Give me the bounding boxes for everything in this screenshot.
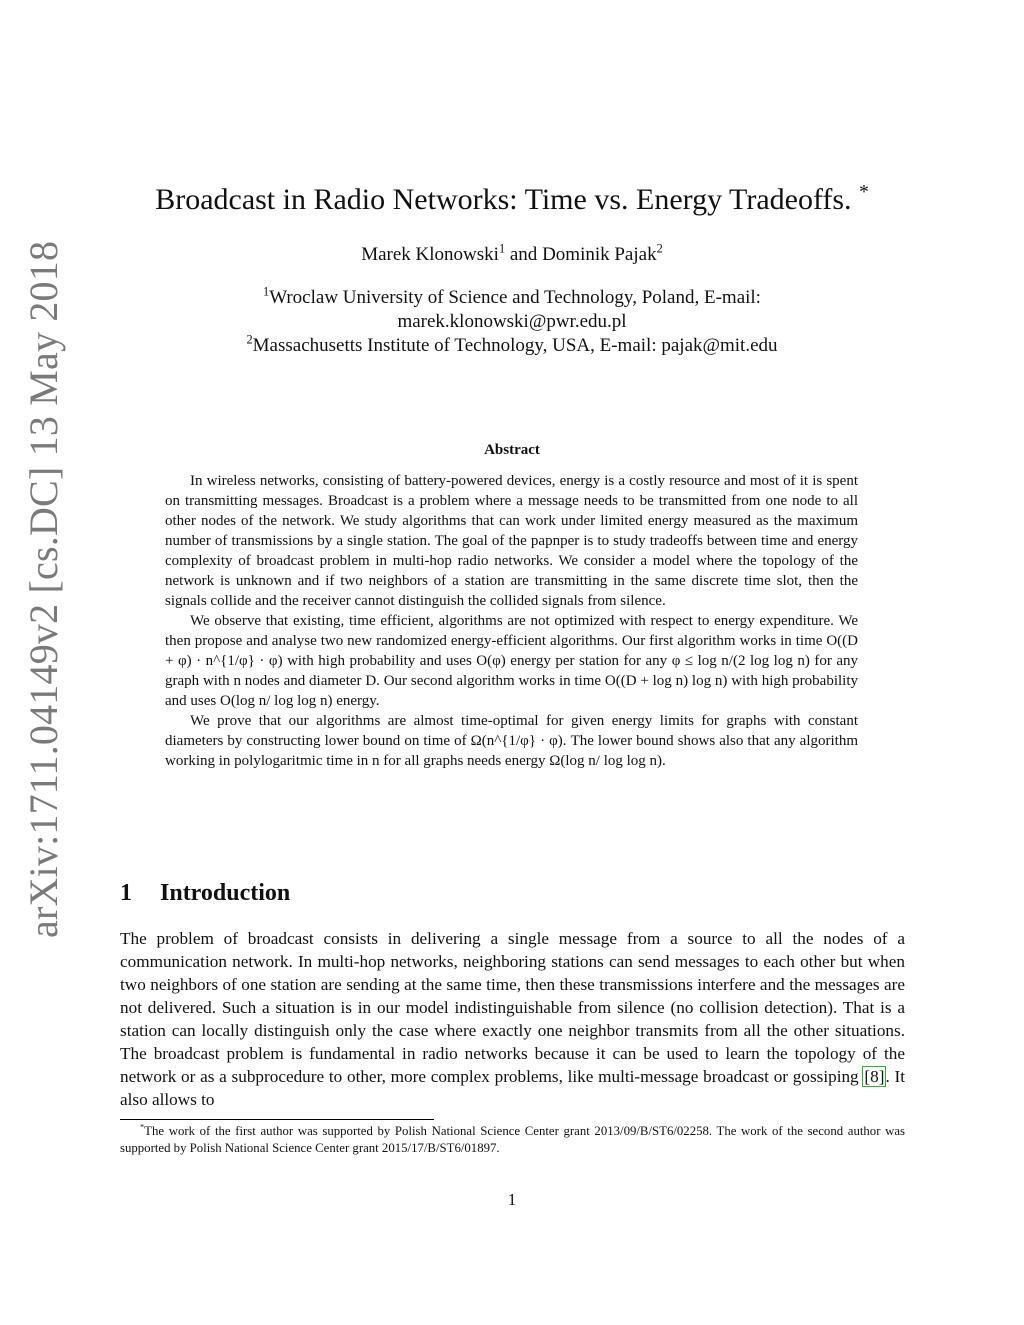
footnote-mark: * [140,1122,145,1132]
section-number: 1 [120,880,132,906]
author-name: Dominik Pajak [542,244,657,265]
abstract-paragraph: We observe that existing, time efficient, algorithms are not optimized with respect to energy expenditure. We then propose and analyse two new randomized energy-efficient algorithms. Our first algorithm works in time O((D + φ) · n^{1/φ} · φ) with high probability and uses O(φ) energy per station for any φ ≤ log n/(2 log log n) for any graph with n nodes and diameter D. Our second algorithm works in time O((D + log n) log n) with high probability and uses O(log n/ log log n) energy. [165,613,858,709]
abstract-body [165,471,858,771]
abstract-paragraph: We prove that our algorithms are almost time-optimal for given energy limits for graphs with constant diameters by constructing lower bound on time of Ω(n^{1/φ} · φ). The lower bound shows also that any algorithm working in polylogaritmic time in n for all graphs needs energy Ω(log n/ log log n). [165,713,858,769]
author-conjunction: and [509,244,538,265]
section-heading [120,880,290,907]
author-list [120,241,904,266]
author-affil-mark: 1 [498,241,506,256]
abstract-paragraph: In wireless networks, consisting of battery-powered devices, energy is a costly resource and most of it is spent on transmitting messages. Broadcast is a problem where a message needs to be transmitted from one node to all other nodes of the network. We study algorithms that can work under limited energy measured as the maximum number of transmissions by a single station. The goal of the papnper is to study tradeoffs between time and energy complexity of broadcast problem in multi-hop radio networks. We consider a model where the topology of the network is unknown and if two neighbors of a station are transmitting in the same discrete time slot, then the signals collide and the receiver cannot distinguish the collided signals from silence. [165,473,858,609]
title-footnote-mark: * [859,182,869,203]
abstract-heading: Abstract [484,442,540,458]
introduction-body [120,927,905,1111]
section-title: Introduction [160,880,291,906]
affiliations [120,286,904,358]
affil-mark: 2 [246,332,253,347]
author-name: Marek Klonowski [361,244,499,265]
paper-title-text: Broadcast in Radio Networks: Time vs. Energy Tradeoffs. [155,183,852,216]
footnote-divider [120,1119,434,1120]
paper-title [120,183,904,217]
author-affil-mark: 2 [656,241,663,256]
arxiv-identifier: arXiv:1711.04149v2 [cs.DC] 13 May 2018 [21,240,66,938]
affiliation-line: $^1$Wroclaw University of Science and Technology, Poland, E-mail: [263,284,761,308]
footnote [120,1123,905,1157]
page-number: 1 [507,1190,517,1209]
footnote-text: The work of the first author was supported by Polish National Science Center grant 2013/09/B/ST6/02258. The work of the second author was supported by Polish National Science Center grant 2015/17/B/ST6/01897. [120,1124,905,1155]
affil-mark: 1 [263,284,270,299]
intro-paragraph: The problem of broadcast consists in delivering a single message from a source to all the nodes of a communication network. In multi-hop networks, neighboring stations can send messages to each other but when two neighbors of one station are sending at the same time, then these transmissions interfere and the messages are not delivered. Such a situation is in our model indistinguishable from silence (no collision detection). That is a station can locally distinguish only the case where exactly one neighbor transmits from all the other situations. The broadcast problem is fundamental in radio networks because it can be used to learn the topology of the network or as a subprocedure to other, more complex problems, like multi-message broadcast or gossiping [8]. It also allows to [120,929,906,1109]
affiliation-line: $^2$Massachusetts Institute of Technology, USA, E-mail: pajak@mit.edu [246,332,778,356]
affiliation-email: marek.klonowski@pwr.edu.pl [397,311,627,332]
citation-link[interactable]: [8] [864,1067,885,1086]
